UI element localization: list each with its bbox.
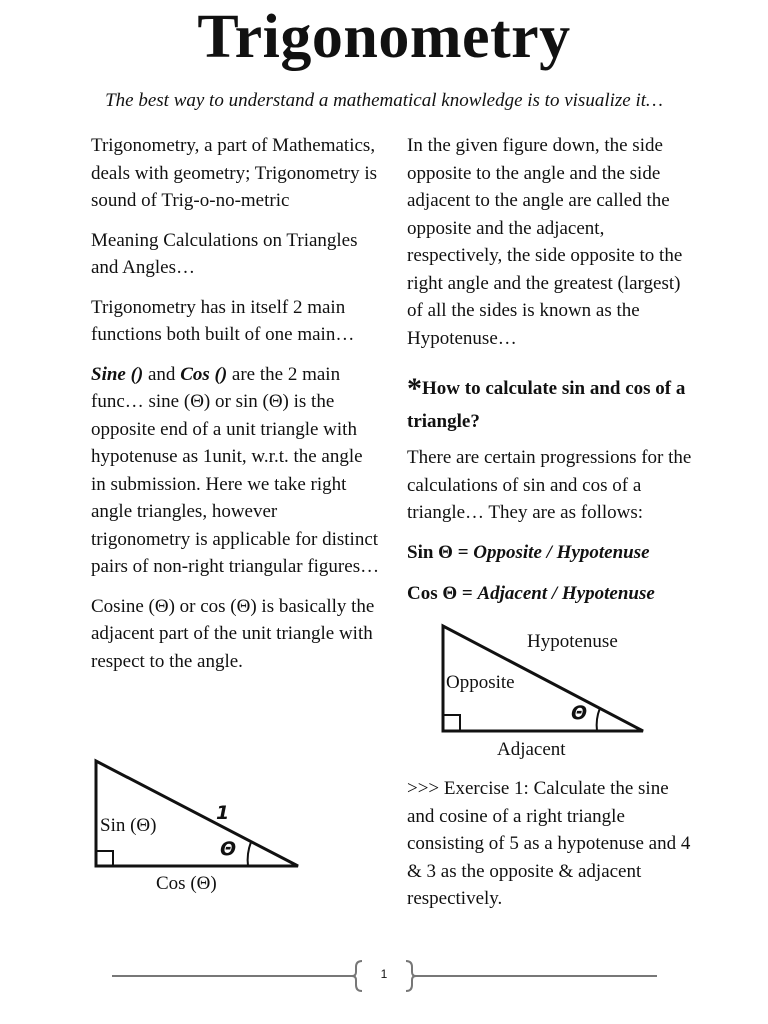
unit-triangle-figure [85,755,315,900]
right-brace-icon [406,961,416,991]
adjacent-label: Adjacent [497,739,566,760]
asterisk-mark: * [407,372,422,405]
paragraph-text: are the 2 main func… sine (Θ) or sin (Θ) is the opposite end of a unit triangle with hypotenuse as 1unit, w.r.t. the angle in submission. Here we take right angle triangles, however trigonometry is applicable for distinct pairs of non-right triangular figures… [91,363,380,577]
sin-formula [407,539,697,567]
exercise-block [407,775,697,925]
right-angle-marker [443,715,460,731]
right-column [407,132,697,622]
paragraph: Trigonometry has in itself 2 main functions both built of one main… [91,296,355,345]
angle-arc [248,842,251,866]
left-brace-icon [352,961,362,991]
document-title: Trigonometry [197,3,571,71]
opposite-label: Opposite [446,672,515,693]
hypotenuse-label: Hypotenuse [527,631,618,652]
sin-formula-rhs: Opposite / Hypotenuse [473,541,650,563]
angle-arc [597,708,600,731]
paragraph: There are certain progressions for the calculations of sin and cos of a triangle… They are as follows: [407,447,692,523]
cos-term: Cos () [180,363,228,385]
heading-text: How to calculate sin and cos of a triangle? [407,378,686,432]
document-subtitle: The best way to understand a mathematical knowledge is to visualize it… [105,90,663,111]
sin-formula-lhs: Sin Θ = [407,541,474,563]
paragraph: Meaning Calculations on Triangles and Angles… [91,229,358,278]
page-number: 1 [380,967,388,981]
paragraph-sine-cos [91,361,381,581]
right-angle-marker [96,851,113,866]
left-column [91,132,381,687]
theta-label: Θ [571,702,588,724]
cos-formula [407,580,697,608]
theta-label: Θ [220,838,237,860]
triangle-shape [96,761,298,866]
cos-formula-lhs: Cos Θ = [407,583,478,604]
paragraph: Trigonometry, a part of Mathematics, deals with geometry; Trigonometry is sound of Trig-o-no-metric [91,135,378,211]
exercise-text: >>> Exercise 1: Calculate the sine and cosine of a right triangle consisting of 5 as a hypotenuse and 4 & 3 as the opposite & adjacent respectively. [407,778,691,909]
cos-label: Cos (Θ) [156,873,217,894]
paragraph: In the given figure down, the side opposite to the angle and the side adjacent to the angle are called the opposite and the adjacent, respectively, the side opposite to the right angle and the greatest (largest) of all the sides is known as the Hypotenuse… [407,135,683,349]
paragraph: Cosine (Θ) or cos (Θ) is basically the adjacent part of the unit triangle with respect to the angle. [91,595,375,672]
and-text: and [143,363,181,385]
sin-label: Sin (Θ) [100,815,157,836]
hypotenuse-one-label: 1 [216,802,230,824]
section-heading [407,372,697,438]
sine-term: Sine () [91,363,144,385]
cos-formula-rhs: Adjacent / Hypotenuse [477,583,655,604]
labeled-triangle-figure [435,620,695,765]
